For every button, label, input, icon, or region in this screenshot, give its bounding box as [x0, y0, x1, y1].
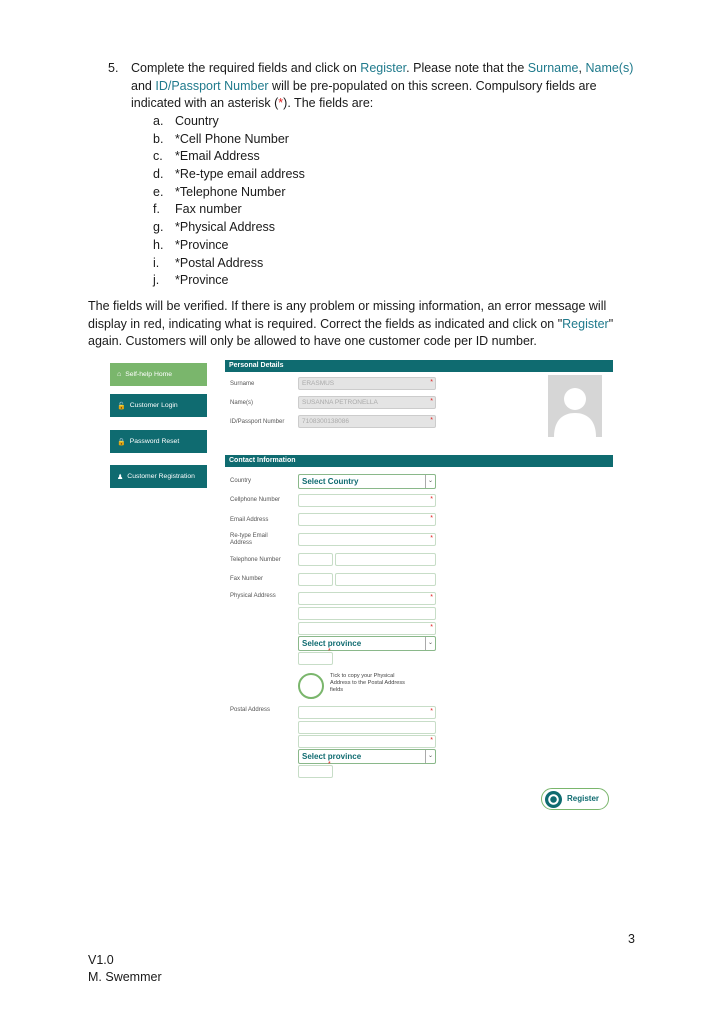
surname-link: Surname [527, 61, 579, 75]
chevron-down-icon: ⌄ [425, 637, 435, 650]
country-label: Country [230, 478, 252, 484]
surname-label: Surname [230, 381, 255, 387]
postal-address-line-2[interactable] [298, 721, 436, 734]
list-item: i. *Postal Address [153, 255, 264, 270]
postal-address-label: Postal Address [230, 707, 271, 713]
email-input[interactable]: * [298, 513, 436, 526]
home-icon: ⌂ [117, 371, 122, 378]
register-link[interactable]: Register [562, 316, 609, 331]
list-item: f. Fax number [153, 202, 242, 217]
copy-address-instruction: Tick to copy your Physical Address to the Postal Address fields [330, 673, 405, 693]
physical-province-select[interactable]: Select province ⌄ [298, 636, 436, 651]
cellphone-input[interactable]: * [298, 494, 436, 507]
list-item: j. *Province [153, 273, 229, 288]
postal-address-line-1[interactable]: * [298, 706, 436, 719]
list-item: c. *Email Address [153, 149, 260, 164]
unlock-icon: 🔓 [117, 402, 126, 410]
register-button[interactable]: Register [541, 788, 609, 810]
fax-number-input[interactable] [335, 573, 436, 586]
document-footer [88, 952, 162, 986]
fax-code-input[interactable] [298, 573, 333, 586]
names-label: Name(s) [230, 400, 254, 406]
physical-address-line-3[interactable]: * [298, 622, 436, 635]
users-icon: ♟ [117, 473, 124, 481]
names-input[interactable]: SUSANNA PETRONELLA * [298, 396, 436, 409]
register-link[interactable]: Register [360, 61, 407, 75]
physical-address-line-2[interactable] [298, 607, 436, 620]
contact-information-header: Contact Information [225, 455, 613, 467]
physical-address-label: Physical Address [230, 593, 276, 599]
telephone-label: Telephone Number [230, 557, 281, 563]
personal-details-header: Personal Details [225, 360, 613, 372]
telephone-number-input[interactable] [335, 553, 436, 566]
author-label: M. Swemmer [88, 970, 162, 984]
list-item: d. *Re-type email address [153, 167, 305, 182]
email-label: Email Address [230, 517, 269, 523]
customer-login-button[interactable]: 🔓 Customer Login [110, 394, 207, 417]
customer-registration-button[interactable]: ♟ Customer Registration [110, 465, 207, 488]
id-passport-link: ID/Passport Number [155, 78, 269, 93]
step-5-instruction [108, 60, 648, 113]
fields-list [153, 113, 305, 290]
chevron-down-icon: ⌄ [425, 750, 435, 763]
names-link: Name(s) [585, 61, 634, 75]
step-paragraph: Complete the required fields and click on Register. Please note that the Surname, Name(s) and ID/Passport Number will be pre-populated on this screen. Compulsory fields are indicated with an asterisk (*). The fields are: [131, 61, 634, 110]
list-item: e. *Telephone Number [153, 184, 286, 199]
postal-address-line-3[interactable]: * [298, 735, 436, 748]
list-item: g. *Physical Address [153, 220, 276, 235]
page-number: 3 [628, 932, 635, 946]
retype-email-label: Re-type Email Address [230, 533, 268, 546]
postal-province-select[interactable]: Select province ⌄ [298, 749, 436, 764]
profile-photo-placeholder [548, 375, 602, 437]
self-help-home-button[interactable]: ⌂ Self-help Home [110, 363, 207, 386]
telephone-code-input[interactable] [298, 553, 333, 566]
verification-note: The fields will be verified. If there is any problem or missing information, an error message will display in red, indicating what is required. Correct the fields as indicated and click on "Register" again. Customers will only be allowed to have one customer code per ID number. [88, 299, 614, 348]
list-item: b. *Cell Phone Number [153, 131, 289, 146]
register-icon [545, 791, 562, 808]
version-label: V1.0 [88, 953, 114, 967]
id-passport-label: ID/Passport Number [230, 419, 285, 425]
step-number: 5. [108, 61, 119, 75]
list-item: h. *Province [153, 237, 229, 252]
required-asterisk: * [278, 96, 284, 110]
cellphone-label: Cellphone Number [230, 497, 281, 503]
chevron-down-icon: ⌄ [425, 475, 435, 488]
id-passport-input[interactable]: 7108300138086 * [298, 415, 436, 428]
surname-input[interactable]: ERASMUS * [298, 377, 436, 390]
registration-form-screenshot: ⌂ Self-help Home 🔓 Customer Login 🔒 Password Reset ♟ Customer Registration Personal Details Surname ERASMUS * Name(s) SUSANNA PETRONELLA * ID/Passport Number 7108300138086 * Contact Information Country Select Country ⌄ Cellphone Number * Email Address * Re-type Email Address * Telephone Number Fax Number Physical Address * * Select province ⌄ * Tick to copy your Physical Address to the Postal Address fields Postal Address * * Select province ⌄ * Register [110, 360, 613, 810]
lock-icon: 🔒 [117, 438, 126, 446]
list-item: a. Country [153, 114, 219, 128]
password-reset-button[interactable]: 🔒 Password Reset [110, 430, 207, 453]
copy-address-checkbox[interactable] [298, 673, 324, 699]
fax-label: Fax Number [230, 576, 264, 582]
retype-email-input[interactable]: * [298, 533, 436, 546]
avatar-icon [548, 375, 602, 437]
physical-address-line-1[interactable]: * [298, 592, 436, 605]
country-select[interactable]: Select Country ⌄ [298, 474, 436, 489]
